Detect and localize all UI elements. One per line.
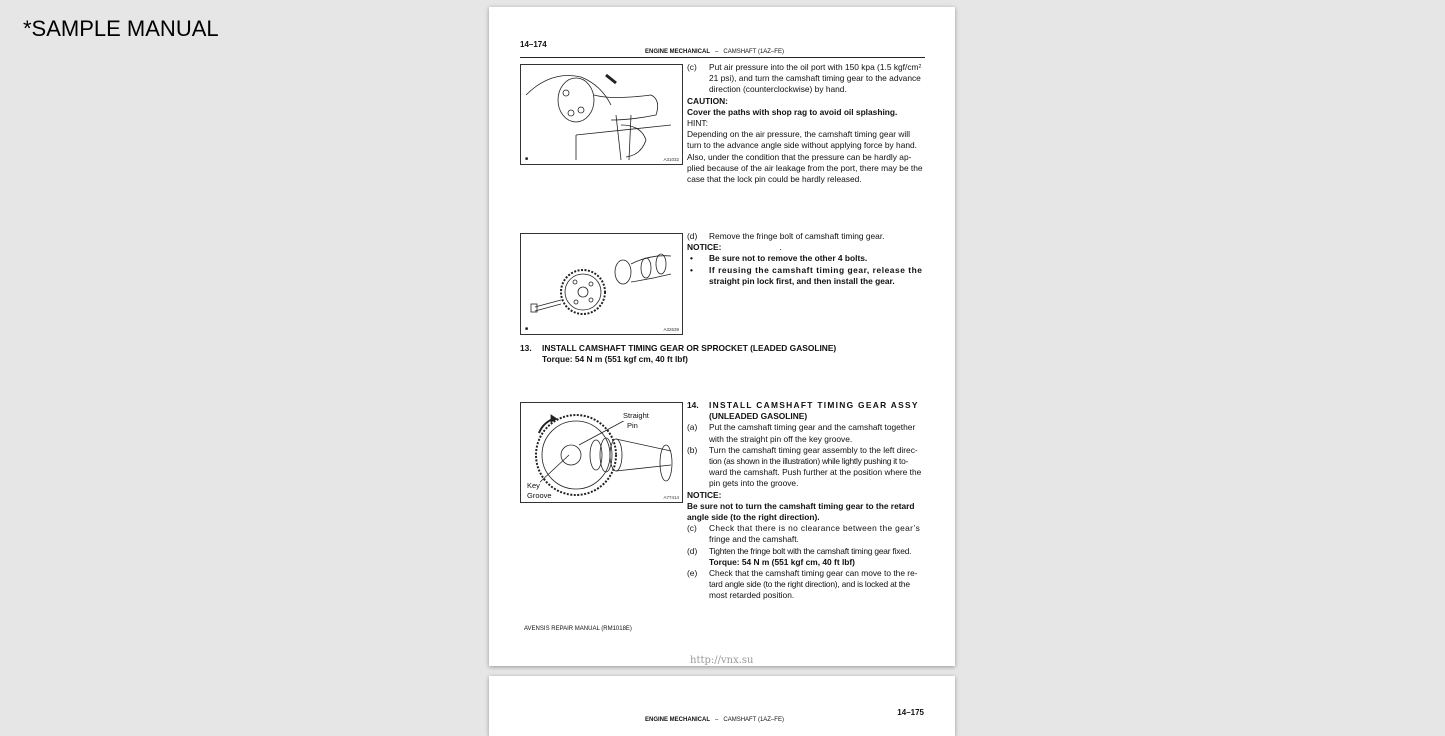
- sample-manual-label: *SAMPLE MANUAL: [23, 16, 219, 41]
- step-text: most retarded position.: [709, 590, 795, 601]
- step-c-block: [687, 62, 925, 185]
- header-subsection: CAMSHAFT (1AZ–FE): [723, 49, 784, 55]
- step-text: direction (counterclockwise) by hand.: [709, 84, 847, 95]
- step-label: (b): [687, 444, 698, 455]
- notice-bullet-text: straight pin lock first, and then install the gear.: [709, 275, 895, 286]
- step-text: ward the camshaft. Push further at the position where the: [709, 467, 922, 478]
- manual-page-14-174: [489, 7, 955, 666]
- step-text: Check that there is no clearance between the gear’s: [709, 523, 921, 534]
- step-label: (c): [687, 523, 697, 534]
- header-section: ENGINE MECHANICAL: [645, 49, 711, 55]
- section-14: [687, 400, 925, 602]
- figure-id: A77414: [663, 495, 679, 500]
- step-label: (d): [687, 231, 698, 241]
- notice-text: Be sure not to turn the camshaft timing gear to the retard: [687, 500, 915, 511]
- notice-bullet-text: Be sure not to remove the other 4 bolts.: [709, 253, 868, 264]
- header-separator: –: [715, 717, 719, 723]
- header-subsection: CAMSHAFT (1AZ–FE): [723, 717, 784, 723]
- page-header: [645, 49, 784, 55]
- section-title: (UNLEADED GASOLINE): [709, 411, 808, 422]
- figure-id: A32639: [663, 327, 679, 332]
- label-key: Key: [527, 481, 540, 490]
- step-text: with the straight pin off the key groove.: [709, 433, 853, 444]
- hint-line: Also, under the condition that the pressure can be hardly ap-: [687, 151, 912, 162]
- label-straight: Straight: [623, 411, 649, 420]
- step-text: Tighten the fringe bolt with the camshaft timing gear fixed.: [709, 545, 912, 556]
- figure-fringe-bolt: [520, 233, 683, 335]
- step-text: Check that the camshaft timing gear can move to the re-: [709, 568, 918, 579]
- notice-title: NOTICE:: [687, 489, 722, 500]
- hint-line: turn to the advance angle side without applying force by hand.: [687, 140, 918, 151]
- page-number: 14–175: [897, 708, 924, 717]
- figure-mark-icon: ■: [525, 326, 529, 332]
- page-number: 14–174: [520, 40, 547, 49]
- section-title: INSTALL CAMSHAFT TIMING GEAR OR SPROCKET (LEADED GASOLINE): [542, 343, 837, 353]
- hint-line: case that the lock pin could be hardly released.: [687, 174, 862, 185]
- label-groove: Groove: [527, 491, 552, 500]
- step-text: pin gets into the groove.: [709, 478, 799, 489]
- caution-title: CAUTION:: [687, 95, 728, 106]
- step-text: 21 psi), and turn the camshaft timing gear to the advance: [709, 73, 921, 84]
- figure-mark-icon: ■: [525, 156, 529, 162]
- figure-timing-gear-install: [520, 402, 683, 503]
- step-text: Turn the camshaft timing gear assembly to the left direc-: [709, 444, 918, 455]
- step-text: fringe and the camshaft.: [709, 534, 799, 545]
- torque-spec: Torque: 54 N m (551 kgf cm, 40 ft lbf): [542, 354, 688, 365]
- section-title: INSTALL CAMSHAFT TIMING GEAR ASSY: [709, 400, 919, 410]
- hint-line: plied because of the air leakage from the port, there may be the: [687, 162, 923, 173]
- superscript: 2: [918, 64, 922, 70]
- illustration-gear-key-groove: [521, 403, 682, 502]
- section-number: 13.: [520, 343, 532, 353]
- manual-page-14-175: [489, 676, 955, 736]
- illustration-hand-turning-gear: [521, 65, 682, 164]
- header-rule: [520, 57, 925, 58]
- step-label: (e): [687, 568, 698, 579]
- bullet: •: [690, 253, 693, 264]
- label-pin: Pin: [627, 421, 638, 430]
- figure-air-pressure: [520, 64, 683, 165]
- notice-text: angle side (to the right direction).: [687, 512, 820, 523]
- step-text: tion (as shown in the illustration) while lightly pushing it to-: [709, 456, 909, 467]
- section-number: 14.: [687, 400, 699, 410]
- illustration-gear-and-camshaft: [521, 234, 682, 334]
- step-d-block: [687, 231, 925, 287]
- bullet: •: [690, 264, 693, 275]
- step-label: (d): [687, 545, 698, 556]
- site-watermark: http://vnx.su: [690, 655, 754, 666]
- hint-title: HINT:: [687, 118, 708, 129]
- step-label: (a): [687, 422, 698, 433]
- step-text: Remove the fringe bolt of camshaft timing gear.: [709, 231, 885, 241]
- step-label: (c): [687, 62, 697, 72]
- notice-title: NOTICE:: [687, 242, 722, 253]
- section-13: [520, 343, 836, 365]
- step-text: tard angle side (to the right direction), and is locked at the: [709, 579, 910, 590]
- notice-bullet-text: If reusing the camshaft timing gear, release the: [709, 264, 923, 275]
- page-header: [645, 717, 784, 723]
- caution-text: Cover the paths with shop rag to avoid oil splashing.: [687, 106, 898, 117]
- figure-id: A31032: [663, 157, 679, 162]
- step-text: Put air pressure into the oil port with 150 kpa (1.5 kgf/cm: [709, 62, 919, 72]
- stray-dot: .: [779, 242, 782, 253]
- header-section: ENGINE MECHANICAL: [645, 717, 711, 723]
- step-text: Put the camshaft timing gear and the camshaft together: [709, 422, 916, 433]
- torque-spec: Torque: 54 N m (551 kgf cm, 40 ft lbf): [709, 556, 855, 567]
- hint-line: Depending on the air pressure, the camshaft timing gear will: [687, 129, 910, 140]
- header-separator: –: [715, 49, 719, 55]
- page-footer: AVENSIS REPAIR MANUAL (RM1018E): [524, 626, 632, 632]
